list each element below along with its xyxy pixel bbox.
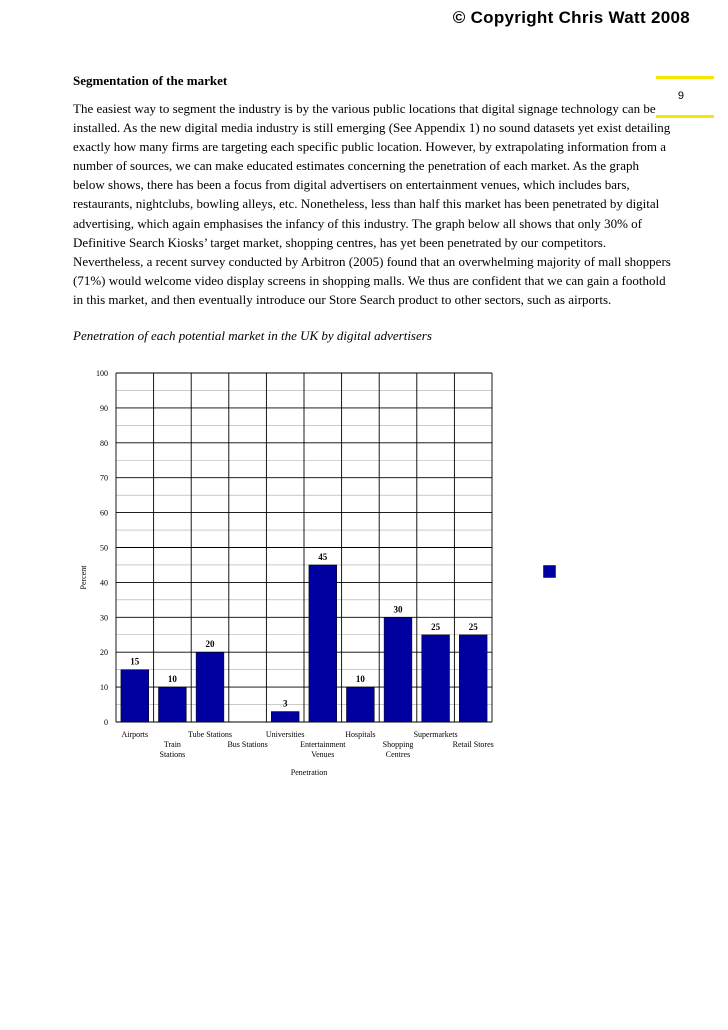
x-tick-label: Supermarkets [413,730,458,739]
data-label: 45 [318,551,328,562]
bar [158,687,186,722]
y-tick-label: 0 [104,718,108,727]
x-tick-label: Hospitals [345,730,376,739]
data-label: 3 [282,698,288,709]
body-paragraph: The easiest way to segment the industry is by the various public locations that digital signage technology can be installed. As the new digital media industry is still emerging (See Appendix 1) no sound datasets yet exist detailing exactly how many firms are targeting each specific public location. However, by extrapolating information from a number of sources, we can make educated estimates concerning the penetration of each market. As the graph below shows, there has been a focus from digital advertisers on entertainment venues, which includes bars, restaurants, nightclubs, bowling alleys, etc. Nonetheless, less than half this market has been penetrated by digital advertising, which again emphasises the infancy of this industry. The graph below all shows that only 30% of Definitive Search Kiosks’ target market, shopping centres, has yet been penetrated by our competitors. Nevertheless, a recent survey conducted by Arbitron (2005) found that an overwhelming majority of mall shoppers (71%) would welcome video display screens in shopping malls. We thus are confident that we can gain a foothold in this market, and then eventually introduce our Store Search product to other sectors, such as airports. [73,101,671,307]
data-label: 10 [355,674,365,685]
x-tick-label: Venues [311,750,335,759]
x-tick-label: Train [163,740,181,749]
bar-chart [60,360,520,780]
y-tick-label: 20 [100,648,108,658]
data-label: 30 [393,604,403,615]
x-tick-label: Entertainment [300,740,346,749]
copyright-notice: © Copyright Chris Watt 2008 [452,8,690,27]
data-label: 25 [468,621,478,632]
x-tick-label: Shopping [382,740,414,749]
y-tick-label: 80 [100,438,108,448]
y-axis-label: Percent [79,565,88,590]
bar [271,712,299,722]
x-axis-label: Penetration [290,768,328,777]
y-tick-label: 30 [100,613,108,623]
bar [196,652,224,722]
y-tick-label: 100 [96,369,108,378]
data-label: 20 [205,639,215,650]
y-tick-label: 40 [100,578,108,588]
page-number: 9 [677,90,684,102]
x-tick-label: Bus Stations [227,740,268,749]
x-tick-label: Retail Stores [452,740,494,749]
bar [309,565,337,722]
y-tick-label: 10 [100,683,108,693]
bar [459,635,487,722]
x-tick-label: Airports [121,730,149,739]
y-tick-label: 60 [100,508,108,518]
bar [384,617,412,722]
data-label: 15 [130,656,140,667]
section-heading: Segmentation of the market [73,73,228,88]
y-tick-label: 90 [100,403,108,413]
x-tick-label: Universities [265,730,305,739]
data-label: 10 [167,674,177,685]
page-rule-top [656,76,714,79]
x-tick-label: Centres [385,750,411,759]
legend-swatch [543,565,557,579]
bar [121,670,149,722]
y-tick-label: 70 [100,473,108,483]
bar [346,687,374,722]
x-tick-label: Stations [159,750,186,759]
bar [422,635,450,722]
data-label: 25 [431,621,441,632]
x-tick-label: Tube Stations [188,730,232,739]
chart-caption: Penetration of each potential market in the UK by digital advertisers [73,328,432,343]
y-tick-label: 50 [100,543,108,553]
